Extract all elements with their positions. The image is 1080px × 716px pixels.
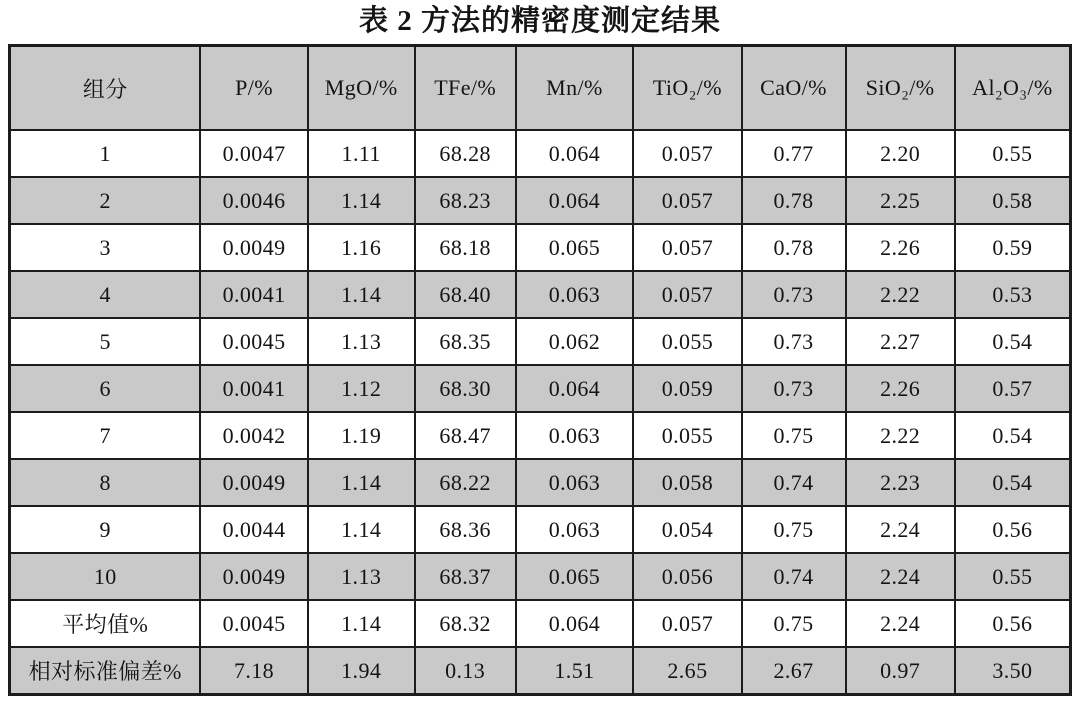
cell-cao: 0.78 (742, 177, 846, 224)
cell-mgo: 1.12 (308, 365, 415, 412)
table-row-7 (10, 412, 1071, 459)
cell-sio2: 2.20 (846, 130, 955, 177)
cell-sio2: 0.97 (846, 647, 955, 695)
cell-mgo: 1.19 (308, 412, 415, 459)
cell-mn: 0.063 (516, 506, 634, 553)
cell-cao: 0.73 (742, 365, 846, 412)
row-label: 3 (10, 224, 201, 271)
cell-sio2: 2.22 (846, 271, 955, 318)
cell-mgo: 1.14 (308, 459, 415, 506)
header-row (10, 46, 1071, 131)
row-label: 9 (10, 506, 201, 553)
cell-p: 0.0041 (200, 271, 307, 318)
column-header-mn: Mn/% (516, 46, 634, 131)
cell-sio2: 2.24 (846, 600, 955, 647)
table-row-6 (10, 365, 1071, 412)
cell-mn: 0.064 (516, 600, 634, 647)
cell-al2o3: 0.57 (955, 365, 1071, 412)
table-caption: 表 2 方法的精密度测定结果 (358, 5, 721, 37)
cell-tfe: 68.35 (415, 318, 516, 365)
cell-al2o3: 0.55 (955, 553, 1071, 600)
cell-tfe: 68.23 (415, 177, 516, 224)
cell-mn: 0.063 (516, 459, 634, 506)
cell-tio2: 0.057 (633, 130, 741, 177)
row-label: 相对标准偏差% (10, 647, 201, 695)
table-row-8 (10, 459, 1071, 506)
table-row-5 (10, 318, 1071, 365)
cell-tfe: 68.22 (415, 459, 516, 506)
cell-tio2: 0.057 (633, 224, 741, 271)
cell-cao: 0.78 (742, 224, 846, 271)
cell-al2o3: 3.50 (955, 647, 1071, 695)
cell-mn: 0.063 (516, 271, 634, 318)
cell-al2o3: 0.55 (955, 130, 1071, 177)
cell-p: 0.0042 (200, 412, 307, 459)
cell-mgo: 1.14 (308, 271, 415, 318)
cell-mn: 0.065 (516, 224, 634, 271)
table-row-1 (10, 130, 1071, 177)
table-row-rsd (10, 647, 1071, 695)
cell-al2o3: 0.54 (955, 318, 1071, 365)
cell-p: 0.0041 (200, 365, 307, 412)
column-header-tio2: TiO₂/% (633, 46, 741, 131)
cell-mn: 0.065 (516, 553, 634, 600)
row-label: 6 (10, 365, 201, 412)
cell-mgo: 1.16 (308, 224, 415, 271)
cell-al2o3: 0.54 (955, 412, 1071, 459)
cell-mgo: 1.13 (308, 553, 415, 600)
table-row-4 (10, 271, 1071, 318)
cell-cao: 0.74 (742, 553, 846, 600)
cell-p: 0.0047 (200, 130, 307, 177)
column-header-component: 组分 (10, 46, 201, 131)
cell-p: 0.0044 (200, 506, 307, 553)
cell-cao: 0.75 (742, 600, 846, 647)
cell-tio2: 0.058 (633, 459, 741, 506)
cell-cao: 0.74 (742, 459, 846, 506)
cell-al2o3: 0.54 (955, 459, 1071, 506)
table-row-9 (10, 506, 1071, 553)
row-label: 5 (10, 318, 201, 365)
cell-p: 0.0045 (200, 318, 307, 365)
cell-mgo: 1.94 (308, 647, 415, 695)
cell-p: 7.18 (200, 647, 307, 695)
cell-sio2: 2.26 (846, 365, 955, 412)
table-row-3 (10, 224, 1071, 271)
cell-al2o3: 0.58 (955, 177, 1071, 224)
precision-results-table (8, 44, 1072, 696)
cell-mgo: 1.11 (308, 130, 415, 177)
table-row-2 (10, 177, 1071, 224)
cell-tfe: 68.28 (415, 130, 516, 177)
cell-sio2: 2.27 (846, 318, 955, 365)
cell-sio2: 2.24 (846, 506, 955, 553)
cell-p: 0.0046 (200, 177, 307, 224)
row-label: 8 (10, 459, 201, 506)
cell-al2o3: 0.56 (955, 600, 1071, 647)
cell-tfe: 68.37 (415, 553, 516, 600)
cell-mgo: 1.14 (308, 506, 415, 553)
cell-cao: 0.73 (742, 271, 846, 318)
cell-tio2: 0.057 (633, 271, 741, 318)
cell-p: 0.0049 (200, 459, 307, 506)
row-label: 10 (10, 553, 201, 600)
cell-tfe: 68.36 (415, 506, 516, 553)
cell-cao: 0.75 (742, 506, 846, 553)
cell-al2o3: 0.53 (955, 271, 1071, 318)
table-row-10 (10, 553, 1071, 600)
cell-p: 0.0045 (200, 600, 307, 647)
row-label: 7 (10, 412, 201, 459)
table-header (10, 46, 1071, 131)
cell-mgo: 1.13 (308, 318, 415, 365)
cell-tio2: 0.055 (633, 412, 741, 459)
table-row-mean (10, 600, 1071, 647)
cell-tfe: 68.18 (415, 224, 516, 271)
column-header-cao: CaO/% (742, 46, 846, 131)
cell-mn: 0.063 (516, 412, 634, 459)
cell-tio2: 0.054 (633, 506, 741, 553)
row-label: 平均值% (10, 600, 201, 647)
cell-mn: 0.064 (516, 130, 634, 177)
cell-al2o3: 0.56 (955, 506, 1071, 553)
cell-cao: 0.75 (742, 412, 846, 459)
cell-tfe: 68.30 (415, 365, 516, 412)
cell-mgo: 1.14 (308, 600, 415, 647)
row-label: 4 (10, 271, 201, 318)
cell-tio2: 2.65 (633, 647, 741, 695)
cell-tio2: 0.059 (633, 365, 741, 412)
row-label: 1 (10, 130, 201, 177)
cell-mgo: 1.14 (308, 177, 415, 224)
cell-cao: 0.73 (742, 318, 846, 365)
cell-tio2: 0.055 (633, 318, 741, 365)
cell-tio2: 0.057 (633, 177, 741, 224)
cell-p: 0.0049 (200, 553, 307, 600)
cell-tfe: 68.47 (415, 412, 516, 459)
column-header-sio2: SiO₂/% (846, 46, 955, 131)
cell-mn: 1.51 (516, 647, 634, 695)
row-label: 2 (10, 177, 201, 224)
cell-tfe: 68.40 (415, 271, 516, 318)
cell-tio2: 0.056 (633, 553, 741, 600)
cell-mn: 0.062 (516, 318, 634, 365)
cell-sio2: 2.24 (846, 553, 955, 600)
cell-sio2: 2.23 (846, 459, 955, 506)
cell-sio2: 2.22 (846, 412, 955, 459)
cell-sio2: 2.25 (846, 177, 955, 224)
column-header-mgo: MgO/% (308, 46, 415, 131)
cell-tfe: 68.32 (415, 600, 516, 647)
cell-mn: 0.064 (516, 177, 634, 224)
column-header-tfe: TFe/% (415, 46, 516, 131)
table-body (10, 130, 1071, 695)
cell-cao: 0.77 (742, 130, 846, 177)
cell-sio2: 2.26 (846, 224, 955, 271)
cell-tfe: 0.13 (415, 647, 516, 695)
cell-tio2: 0.057 (633, 600, 741, 647)
cell-p: 0.0049 (200, 224, 307, 271)
cell-cao: 2.67 (742, 647, 846, 695)
column-header-al2o3: Al₂O₃/% (955, 46, 1071, 131)
column-header-p: P/% (200, 46, 307, 131)
cell-mn: 0.064 (516, 365, 634, 412)
cell-al2o3: 0.59 (955, 224, 1071, 271)
